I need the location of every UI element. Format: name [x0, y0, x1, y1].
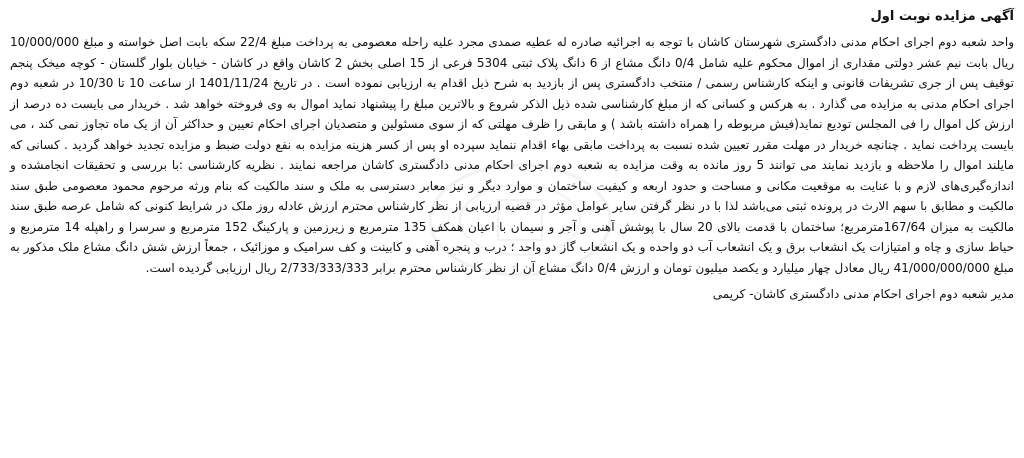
notice-title: آگهی مزایده نوبت اول: [870, 9, 1014, 24]
notice-signature: مدیر شعبه دوم اجرای احکام مدنی دادگستری کاشان- کریمی: [712, 287, 1014, 301]
notice-body: واحد شعبه دوم اجرای احکام مدنی دادگستری شهرستان کاشان با توجه به اجرائیه صادره له عطیه صمدی مجرد علیه راحله معصومی به پرداخت مبلغ 22/4 سکه بابت اصل خواسته و مبلغ 10/000/000 ریال بابت نیم عشر دولتی مقداری از اموال محکوم علیه شامل 0/4 دانگ مشاع از 6 دانگ پلاک ثبتی 5304 فرعی از 15 اصلی بخش 2 کاشان واقع در کاشان - خیابان بلوار گلستان - کوچه میخک پنجم توقیف پس از جری تشریفات قانونی و اینکه کارشناس رسمی / منتخب دادگستری پس از بازدید به شرح ذیل اقدام به ارزیابی نموده است . در تاریخ 1401/11/24 از ساعت 10 تا 10/30 در شعبه دوم اجرای احکام مدنی به مزایده می گذارد . به هرکس و کسانی که از مبلغ کارشناسی شده ذیل الذکر شروع و بالاترین مبلغ را پیشنهاد نماید اموال به وی فروخته خواهد شد . خریدار می بایست ده درصد از ارزش کل اموال را فی المجلس تودیع نماید(فیش مربوطه را همراه داشته باشد ) و مابقی را ظرف مهلتی که از سوی مسئولین و متصدیان اجرای احکام تعیین و حداکثر آن از یک ماه تجاوز نمی کند ، می بایست پرداخت نماید . چنانچه خریدار در مهلت مقرر تعیین شده نسبت به پرداخت مابقی بهاء اقدام ننماید سپرده او پس از کسر هزینه مزایده به نفع دولت ضبط و مزایده تجدید خواهد گردید . کسانی که مایلند اموال را ملاحظه و بازدید نمایند می توانند 5 روز مانده به وقت مزایده به شعبه دوم اجرای احکام مدنی دادگستری کاشان مراجعه نمایند . نظریه کارشناسی :با بررسی و تحقیقات انجامشده و اندازه‌گیری‌های لازم و با عنایت به موقعیت مکانی و مساحت و حدود اربعه و کیفیت ساختمان و موارد دیگر و نیز معابر دسترسی به ملک و سند مالکیت که بنام ورثه مرحوم محمود معصومی طبق سند مالکیت و مطابق با سهم الارث در پرونده ثبتی می‌باشد لذا با در نظر گرفتن سایر عوامل مؤثر در قضیه ارزیابی از نظر کارشناس محترم ارزش عادله روز ملک در شرایط کنونی که شامل عرصه طبق سند مالکیت به میزان 167/64مترمربع؛ ساختمان با قدمت بالای 20 سال با پوشش آهنی و آجر و سیمان با اعیان همکف 135 مترمربع و زیرزمین و پارکینگ 152 مترمربع و سرسرا و راهپله 14 مترمربع و حیاط سازی و چاه و امتیازات یک انشعاب برق و یک انشعاب آب دو واحده و یک انشعاب گاز دو واحد ؛ درب و پنجره آهنی و کابینت و کف سرامیک و موزائیک ، جمعاً ارزش شش دانگ مشاع ملک مذکور به مبلغ 41/000/000/000 ریال معادل چهار میلیارد و یکصد میلیون تومان و ارزش 0/4 دانگ مشاع آن از نظر کارشناس محترم برابر 2/733/333/333 ریال ارزیابی گردیده است.: [10, 35, 1015, 275]
